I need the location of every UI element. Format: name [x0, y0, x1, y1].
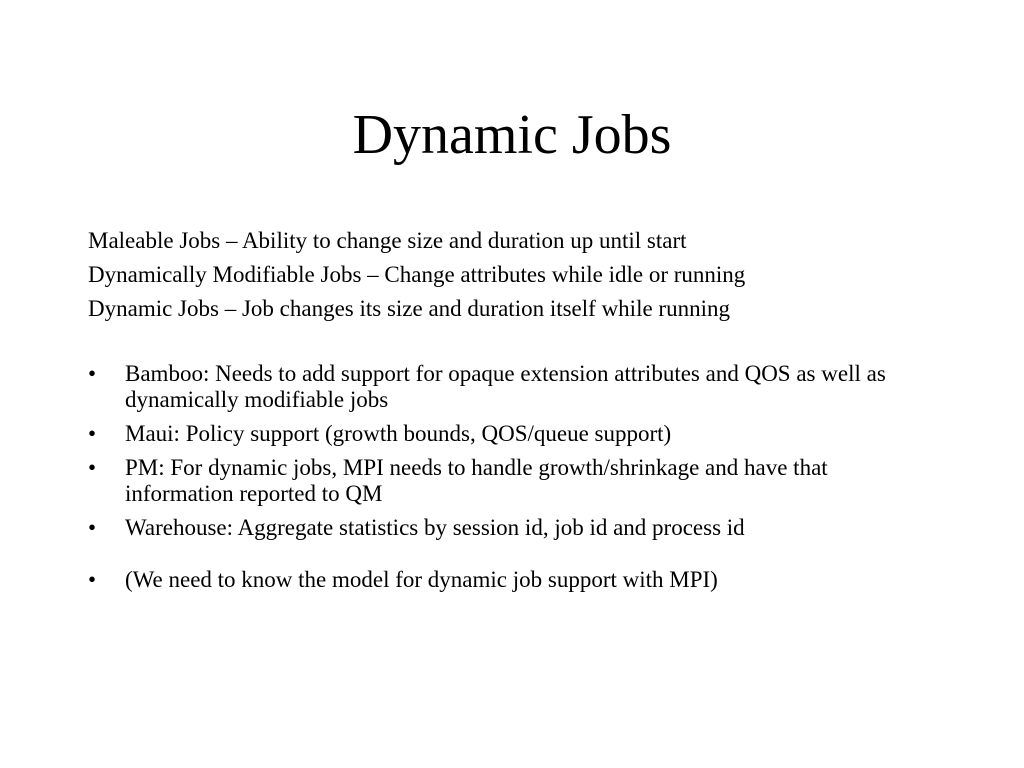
slide-title: Dynamic Jobs: [352, 104, 672, 166]
bullet-text: PM: For dynamic jobs, MPI needs to handle growth/shrinkage and have that information reported to QM: [125, 455, 828, 506]
bullet-text: Bamboo: Needs to add support for opaque extension attributes and QOS as well as dynamically modifiable jobs: [125, 361, 886, 412]
bullet-item-warehouse: [88, 515, 908, 541]
bullet-text: (We need to know the model for dynamic job support with MPI): [125, 567, 718, 592]
bullet-item-pm: [88, 455, 908, 507]
bullet-icon: •: [88, 361, 97, 386]
bullet-icon: •: [88, 567, 97, 592]
definition-list: [88, 224, 948, 326]
bullet-item-bamboo: [88, 361, 908, 413]
bullet-icon: •: [88, 455, 97, 480]
bullet-item-maui: [88, 421, 908, 447]
definition-item-modifiable-jobs: Dynamically Modifiable Jobs – Change attributes while idle or running: [88, 262, 746, 287]
definition-item-maleable-jobs: Maleable Jobs – Ability to change size and duration up until start: [88, 228, 687, 253]
definition-item-dynamic-jobs: Dynamic Jobs – Job changes its size and duration itself while running: [88, 296, 730, 321]
bullet-item-mpi-note: [88, 567, 908, 593]
bullet-text: Warehouse: Aggregate statistics by session id, job id and process id: [125, 515, 745, 540]
bullet-list: [88, 361, 908, 601]
bullet-icon: •: [88, 515, 97, 540]
bullet-text: Maui: Policy support (growth bounds, QOS/queue support): [125, 421, 672, 446]
bullet-icon: •: [88, 421, 97, 446]
